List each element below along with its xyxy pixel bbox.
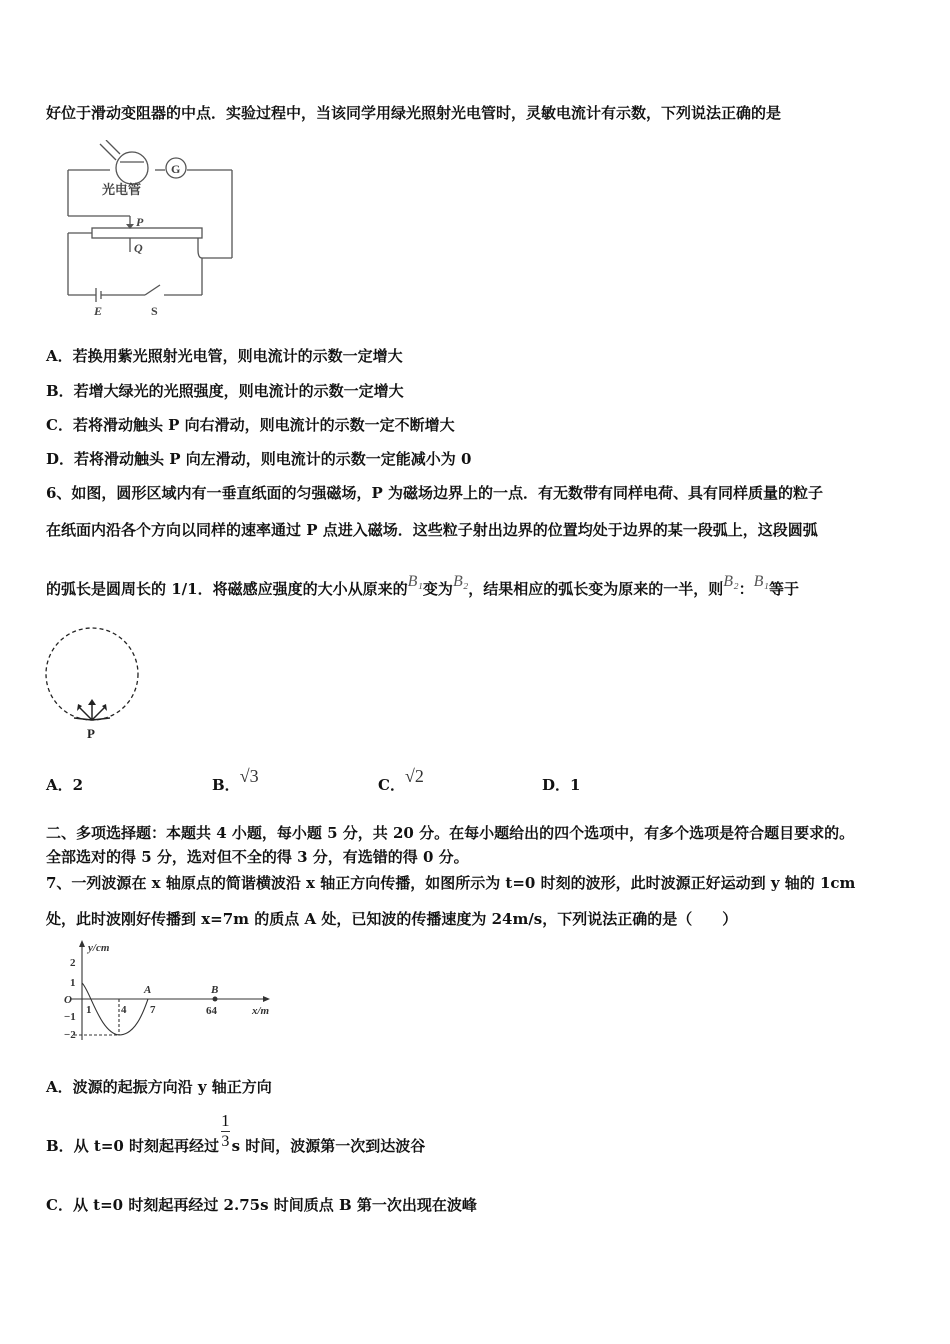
q5-intro: 好位于滑动变阻器的中点．实验过程中，当该同学用绿光照射光电管时，灵敏电流计有示数，下列说法正确的是 — [46, 104, 782, 122]
q6-line-3c: ，结果相应的弧长变为原来的一半，则 — [468, 580, 724, 598]
q5-option-b: B．若增大绿光的光照强度，则电流计的示数一定增大 — [46, 382, 404, 400]
q6-option-c — [378, 766, 424, 795]
q6-line-2: 在纸面内沿各个方向以同样的速率通过 P 点进入磁场．这些粒子射出边界的位置均处于边界的某一段弧上，这段圆弧 — [46, 521, 818, 539]
b1-symbol-ratio: B₁ — [753, 573, 769, 590]
fraction-numerator: 1 — [221, 1111, 230, 1130]
q7-line-2: 处，此时波刚好传播到 x=7m 的质点 A 处，已知波的传播速度为 24m/s，下列说法正确的是（ ） — [46, 910, 738, 928]
q6-option-a: A．2 — [46, 776, 84, 794]
b2-symbol: B₂ — [452, 573, 469, 590]
circuit-diagram — [60, 140, 245, 320]
y-tick-2: 2 — [70, 957, 76, 969]
q6-option-c-label: C． — [378, 776, 405, 794]
q7-option-b-pre: B．从 t=0 时刻起再经过 — [46, 1137, 220, 1155]
one-third-fraction — [221, 1112, 230, 1150]
q6-option-b — [212, 766, 259, 795]
x-axis-label: x/m — [252, 1005, 270, 1017]
q6-option-d: D．1 — [542, 776, 581, 794]
point-p-label: P — [87, 726, 95, 741]
q6-line-1: 6、如图，圆形区域内有一垂直纸面的匀强磁场，P 为磁场边界上的一点．有无数带有同样电荷、具有同样质量的粒子 — [46, 484, 823, 502]
x-tick-64: 64 — [206, 1005, 217, 1017]
wave-graph — [56, 938, 296, 1048]
ratio-colon: ： — [738, 580, 754, 598]
galvanometer-label: G — [171, 162, 181, 176]
origin-label: O — [64, 994, 72, 1006]
q7-line-1: 7、一列波源在 x 轴原点的简谐横波沿 x 轴正方向传播，如图所示为 t=0 时刻的波形，此时波源正好运动到 y 轴的 1cm — [46, 874, 856, 892]
switch-s-label: S — [151, 304, 158, 318]
q6-line-3d: 等于 — [769, 580, 800, 598]
magnetic-field-circle-diagram — [40, 618, 150, 748]
q7-option-b — [46, 1111, 426, 1155]
q6-line-3a: 的弧长是圆周长的 1/1．将磁感应强度的大小从原来的 — [46, 580, 408, 598]
point-a-label: A — [144, 984, 152, 996]
point-q-label: Q — [134, 241, 143, 255]
q7-option-c: C．从 t=0 时刻起再经过 2.75s 时间质点 B 第一次出现在波峰 — [46, 1196, 477, 1214]
q7-option-b-post: s 时间，波源第一次到达波谷 — [231, 1137, 426, 1155]
b1-symbol: B₁ — [407, 573, 423, 590]
q6-line-3b: 变为 — [422, 580, 453, 598]
x-tick-1: 1 — [86, 1004, 92, 1016]
slider-p-label: P — [136, 215, 144, 229]
x-tick-4: 4 — [121, 1004, 127, 1016]
phototube-label: 光电管 — [102, 182, 142, 197]
x-tick-7: 7 — [150, 1004, 156, 1016]
q6-option-c-value: √2 — [404, 766, 424, 786]
section-2-scoring: 全部选对的得 5 分，选对但不全的得 3 分，有选错的得 0 分。 — [46, 848, 469, 866]
q6-option-b-label: B． — [212, 776, 240, 794]
q7-option-a: A．波源的起振方向沿 y 轴正方向 — [46, 1078, 272, 1096]
battery-e-label: E — [94, 304, 103, 318]
q5-option-d: D．若将滑动触头 P 向左滑动，则电流计的示数一定能减小为 0 — [46, 450, 472, 468]
q5-option-a: A．若换用紫光照射光电管，则电流计的示数一定增大 — [46, 347, 403, 365]
y-tick-neg-2: −2 — [64, 1029, 76, 1041]
q6-option-b-value: √3 — [239, 766, 259, 786]
b2-symbol-ratio: B₂ — [723, 573, 739, 590]
section-2-heading: 二、多项选择题：本题共 4 小题，每小题 5 分，共 20 分。在每小题给出的四个选项中，有多个选项是符合题目要求的。 — [46, 824, 855, 842]
y-tick-neg-1: −1 — [64, 1011, 76, 1023]
y-axis-label: y/cm — [88, 942, 110, 954]
y-tick-1: 1 — [70, 977, 76, 989]
fraction-denominator: 3 — [221, 1133, 230, 1150]
q6-line-3 — [46, 573, 800, 599]
point-b-label: B — [211, 984, 219, 996]
q5-option-c: C．若将滑动触头 P 向右滑动，则电流计的示数一定不断增大 — [46, 416, 455, 434]
